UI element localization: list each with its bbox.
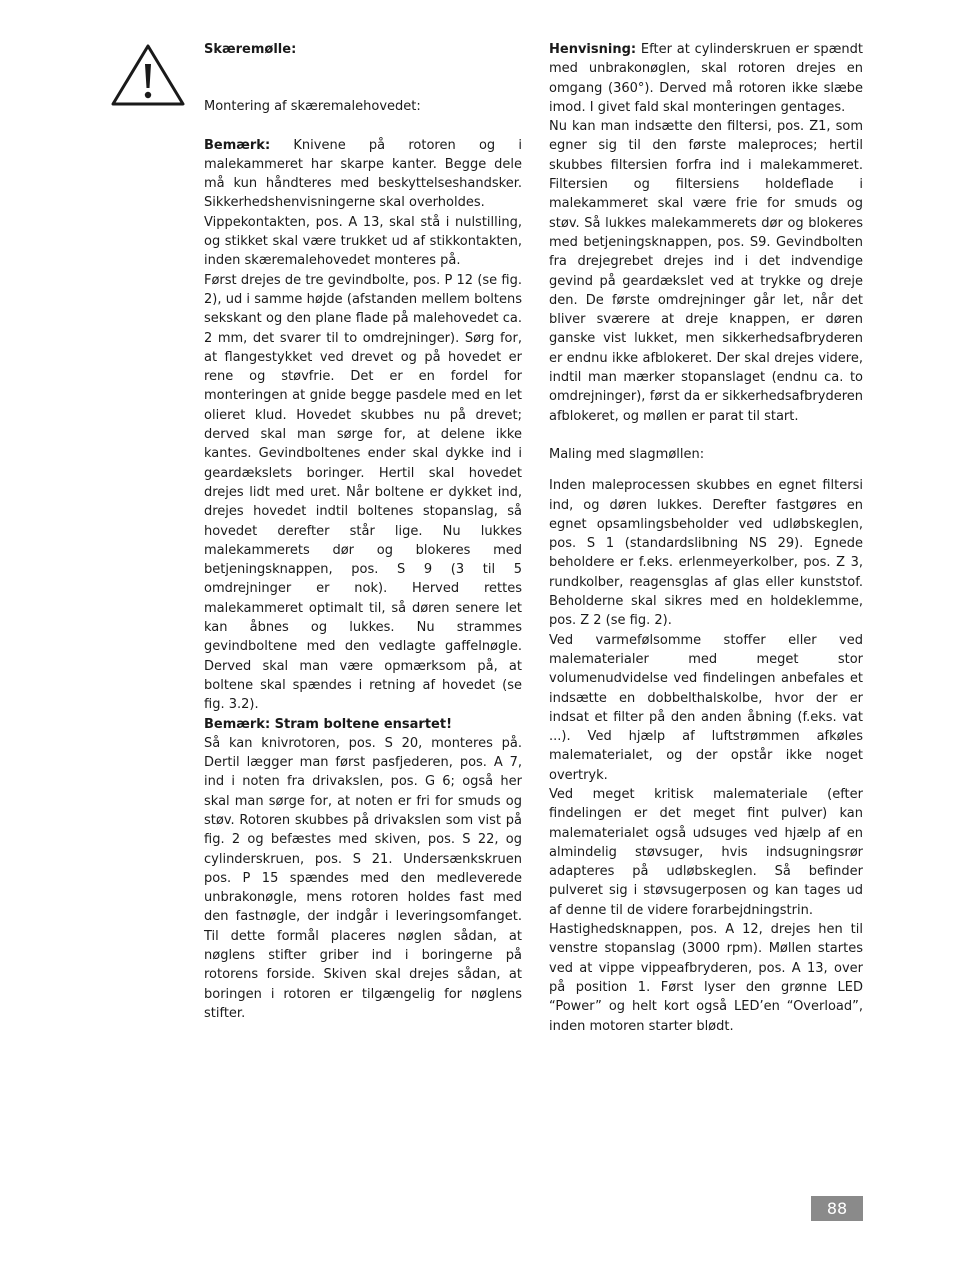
hint-label: Henvisning: [549, 42, 637, 57]
body-paragraph: Vippekontakten, pos. A 13, skal stå i nulstilling, og stikket skal være trukket ud af stikkontakten, inden skæremalehovedet monteres på. [204, 214, 522, 269]
bold-note: Bemærk: Stram boltene ensartet! [204, 716, 452, 732]
body-paragraph: Inden maleprocessen skubbes en egnet filtersi ind, og døren lukkes. Derefter fastgøres en egnet opsamlingsbeholder ved udløbskeglen, pos. S 1 (standardslibning NS 29). Egnede beholdere er f.eks. erlenmeyerkolber, pos. Z 3, rundkolber, reagensglas af glas eller kunststof. Beholderne skal sikres med en holdeklemme, pos. Z 2 (se fig. 2). [549, 478, 863, 629]
page-number: 88 [811, 1196, 863, 1221]
left-column [204, 40, 522, 1023]
body-paragraph: Ved varmefølsomme stoffer eller ved malematerialer med meget stor volumenudvidelse ved findelingen anbefales et indsætte en dobbelthalskolbe, hvor der er indsat et filter på den anden åbning (f.eks. vat ...). Ved hjælp af luftstrømmen afkøles malematerialet, og der opstår ikke noget overtryk. [549, 632, 863, 783]
note-label: Bemærk: [204, 137, 271, 153]
body-paragraph: Hastighedsknappen, pos. A 12, drejes hen til venstre stopanslag (3000 rpm). Møllen startes ved at vippe vippeafbryderen, pos. A 13, over på position 1. Først lyser den grønne LED “Power” og helt kort også LED’en “Overload”, inden motoren starter blødt. [549, 922, 863, 1034]
warning-triangle-icon [111, 44, 185, 106]
section-title: Skæremølle: [204, 42, 297, 57]
hint-paragraph: Henvisning: Efter at cylinderskruen er spændt med unbrakonøglen, skal rotoren drejes en omgang (360°). Derved må rotoren ikke slæbe imod. I givet fald skal monteringen gentages. [549, 42, 863, 115]
right-column [549, 40, 863, 1036]
subsection-title: Maling med slagmøllen: [549, 446, 705, 462]
note-paragraph: Bemærk: Knivene på rotoren og i malekammeret har skarpe kanter. Begge dele må kun håndteres med beskyttelseshandsker. Sikkerhedshenvisningerne skal overholdes. [204, 137, 522, 211]
body-paragraph: Så kan knivrotoren, pos. S 20, monteres på. Dertil lægger man først pasfjederen, pos. A 7, ind i noten fra drivakslen, pos. G 6; også her skal man sørge for, at noten er fri for smuds og støv. Rotoren skubbes på drivakslen som vist på fig. 2 og befæstes med skiven, pos. S 22, og cylinderskruen, pos. S 21. Undersænkskruen pos. P 15 spændes med den medleverede unbrakonøgle, mens rotoren holdes fast med den fastnøgle, der indgår i leveringsomfanget. Til dette formål placeres nøglen sådan, at nøglens stifter griber ind i boringerne på rotorens forside. Skiven skal drejes sådan, at boringen i rotoren er tilgængelig for nøglens stifter. [204, 735, 522, 1021]
subsection-title: Montering af skæremalehovedet: [204, 99, 421, 115]
body-paragraph: Ved meget kritisk malemateriale (efter findelingen er det meget fint pulver) kan malematerialet også udsuges ved hjælp af en almindelig støvsuger, hvis indsugningsrør adapteres på udløbskeglen. Så befinder pulveret sig i støvsugerposen og kan tages ud af denne til de videre forarbejdningstrin. [549, 786, 863, 918]
body-paragraph: Nu kan man indsætte den filtersi, pos. Z1, som egner sig til den første maleproces; hertil skubbes filtersien forfra ind i malekammeret. Filtersien og filtersiens holdeflade i malekammeret skal være frie for smuds og støv. Så lukkes malekammerets dør og blokeres med betjeningsknappen, pos. S9. Gevindbolten fra drejegrebet drejes ind i det indvendige gevind på geardækslet ved at trykke og dreje den. De første omdrejninger går let, når det bliver sværere at dreje knappen, er døren ganske vist lukket, men sikkerhedsafbryderen er endnu ikke afblokeret. Der skal drejes videre, indtil man mærker stopanslaget (endnu ca. to omdrejninger), først da er sikkerhedsafbryderen afblokeret, og møllen er parat til start. [549, 119, 863, 424]
body-paragraph: Først drejes de tre gevindbolte, pos. P 12 (se fig. 2), ud i samme højde (afstanden mellem boltens sekskant og den plane flade på malehovedet ca. 2 mm, det svarer til to omdrejninger). Sørg for, at flangestykket ved drevet og på hovedet er rene og støvfrie. Det er en fordel for monteringen at gnide begge pasdele med en let olieret klud. Hovedet skubbes nu på drevet; derved skal man sørge for, at delene ikke kantes. Gevindboltenes ender skal dykke ind i geardækslets boringer. Hertil skal hovedet drejes lidt med uret. Når boltene er dykket ind, drejes hovedet indtil boltenes stopanslag, så hovedet derefter står lige. Nu lukkes malekammerets dør og blokeres med betjeningsknappen, pos. S 9 (3 til 5 omdrejninger er nok). Herved rettes malekammeret optimalt til, så døren senere let kan åbnes og lukkes. Nu strammes gevindboltene med den vedlagte gaffelnøgle. Derved skal man være opmærksom på, at boltene skal spændes i retning af hovedet (se fig. 3.2). [204, 272, 522, 713]
